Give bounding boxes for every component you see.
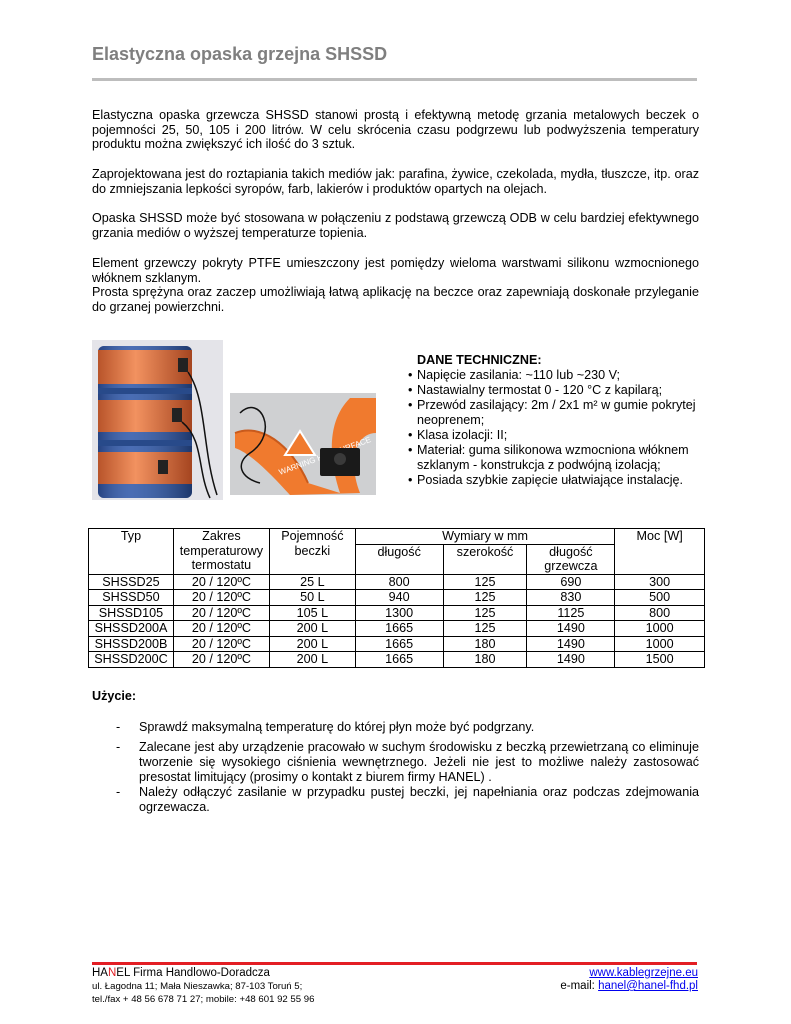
footer-divider xyxy=(92,962,697,965)
table-cell: SHSSD200B xyxy=(89,636,174,652)
brand-el: EL xyxy=(116,967,130,979)
table-cell: 1490 xyxy=(527,621,615,637)
table-cell: SHSSD50 xyxy=(89,590,174,606)
usage-item: - Należy odłączyć zasilanie w przypadku pustej beczki, jej napełniania oraz podczas zdejmowania ogrzewacza. xyxy=(92,785,699,815)
media-paragraph: Zaprojektowana jest do roztapiania takich mediów jak: parafina, żywice, czekolada, mydła, tłuszcze, itp. oraz do zmniejszania lepkości syropów, farb, lakierów i produktów opartych na olejach. xyxy=(92,167,699,196)
heater-band-photo xyxy=(230,393,376,495)
table-cell: 1300 xyxy=(355,605,443,621)
website-link[interactable]: www.kablegrzejne.eu xyxy=(589,967,698,979)
table-cell: 25 L xyxy=(269,574,355,590)
table-cell: 125 xyxy=(443,621,527,637)
table-cell: 200 L xyxy=(269,652,355,668)
page-title: Elastyczna opaska grzejna SHSSD xyxy=(92,44,388,64)
title-divider xyxy=(92,78,697,81)
spec-item: • Klasa izolacji: II; xyxy=(407,428,707,443)
table-cell: 690 xyxy=(527,574,615,590)
usage-heading: Użycie: xyxy=(92,689,137,703)
table-row xyxy=(89,574,705,590)
brand-ha: HA xyxy=(92,967,108,979)
usage-list xyxy=(92,720,699,815)
table-cell: 1500 xyxy=(615,652,705,668)
header-zakres: Zakres temperaturowy termostatu xyxy=(173,529,269,575)
footer-contact xyxy=(560,967,698,993)
table-cell: SHSSD105 xyxy=(89,605,174,621)
spec-item: • Posiada szybkie zapięcie ułatwiające instalację. xyxy=(407,473,707,488)
odb-paragraph: Opaska SHSSD może być stosowana w połączeniu z podstawą grzewczą ODB w celu bardziej efektywnego grzania mediów o wyższej temperaturze topienia. xyxy=(92,211,699,240)
table-cell: 125 xyxy=(443,574,527,590)
company-suffix: Firma Handlowo-Doradcza xyxy=(129,967,270,979)
header-dlugosc: długość xyxy=(355,544,443,574)
table-cell: 20 / 120ºC xyxy=(173,605,269,621)
header-dlugosc-grzewcza: długość grzewcza xyxy=(527,544,615,574)
product-table xyxy=(88,528,705,668)
table-cell: 125 xyxy=(443,605,527,621)
spring-paragraph: Prosta sprężyna oraz zaczep umożliwiają łatwą aplikację na beczce oraz zapewniają doskonałe przyleganie do grzanej powierzchni. xyxy=(92,285,699,314)
table-cell: 940 xyxy=(355,590,443,606)
table-cell: SHSSD200C xyxy=(89,652,174,668)
table-cell: 1125 xyxy=(527,605,615,621)
usage-item: - Zalecane jest aby urządzenie pracowało w suchym środowisku z beczką przewietrzaną co eliminuje tworzenie się wysokiego ciśnienia wewnętrznego. Jeżeli nie jest to możliwe należy zastosować presostat limitujący (prosimy o kontakt z biurem firmy HANEL) . xyxy=(92,740,699,785)
table-cell: SHSSD200A xyxy=(89,621,174,637)
technical-data-list xyxy=(407,368,707,488)
table-cell: 1665 xyxy=(355,652,443,668)
table-cell: 1665 xyxy=(355,621,443,637)
drum-heater-photo xyxy=(92,340,223,500)
header-szerokosc: szerokość xyxy=(443,544,527,574)
brand-n: N xyxy=(107,967,117,979)
table-cell: 800 xyxy=(355,574,443,590)
table-cell: 180 xyxy=(443,636,527,652)
header-pojemnosc: Pojemność beczki xyxy=(269,529,355,575)
warning-label: WARNING SURFACE xyxy=(277,435,373,477)
table-cell: 20 / 120ºC xyxy=(173,590,269,606)
table-cell: 500 xyxy=(615,590,705,606)
table-cell: 1490 xyxy=(527,636,615,652)
table-cell: 200 L xyxy=(269,621,355,637)
spec-item: • Napięcie zasilania: ~110 lub ~230 V; xyxy=(407,368,707,383)
spec-item: • Przewód zasilający: 2m / 2x1 m² w gumie pokrytej neoprenem; xyxy=(407,398,707,428)
element-paragraph: Element grzewczy pokryty PTFE umieszczony jest pomiędzy wieloma warstwami silikonu wzmocnionego włóknem szklanym. xyxy=(92,256,699,285)
table-header-row xyxy=(89,529,705,545)
intro-paragraph: Elastyczna opaska grzewcza SHSSD stanowi prostą i efektywną metodę grzania metalowych beczek o pojemności 25, 50, 105 i 200 litrów. W celu skrócenia czasu podgrzewu lub podwyższenia temperatury produktu można zwiększyć ich ilość do 3 sztuk. xyxy=(92,108,699,152)
company-address: ul. Łagodna 11; Mała Nieszawka; 87-103 Toruń 5; xyxy=(92,981,303,992)
table-cell: 105 L xyxy=(269,605,355,621)
header-moc: Moc [W] xyxy=(615,529,705,575)
header-wymiary: Wymiary w mm xyxy=(355,529,614,545)
table-cell: 300 xyxy=(615,574,705,590)
technical-data xyxy=(407,353,707,488)
company-name xyxy=(92,967,314,980)
table-row xyxy=(89,605,705,621)
table-cell: 125 xyxy=(443,590,527,606)
table-cell: 20 / 120ºC xyxy=(173,636,269,652)
spec-item: • Nastawialny termostat 0 - 120 °C z kapilarą; xyxy=(407,383,707,398)
company-phones: tel./fax + 48 56 678 71 27; mobile: +48 601 92 55 96 xyxy=(92,994,315,1005)
email-link[interactable]: hanel@hanel-fhd.pl xyxy=(598,980,698,992)
usage-item: - Sprawdź maksymalną temperaturę do której płyn może być podgrzany. xyxy=(92,720,699,735)
header-typ: Typ xyxy=(89,529,174,575)
spec-item: • Materiał: guma silikonowa wzmocniona włóknem szklanym - konstrukcja z podwójną izolacją; xyxy=(407,443,707,473)
table-cell: 180 xyxy=(443,652,527,668)
technical-data-title: DANE TECHNICZNE: xyxy=(417,353,542,367)
email-label: e-mail: xyxy=(560,980,599,992)
table-row xyxy=(89,652,705,668)
table-cell: 50 L xyxy=(269,590,355,606)
table-row xyxy=(89,621,705,637)
table-row xyxy=(89,590,705,606)
table-cell: 1000 xyxy=(615,636,705,652)
table-cell: 20 / 120ºC xyxy=(173,574,269,590)
table-cell: 1000 xyxy=(615,621,705,637)
table-cell: 1490 xyxy=(527,652,615,668)
table-cell: 200 L xyxy=(269,636,355,652)
table-row xyxy=(89,636,705,652)
table-cell: 830 xyxy=(527,590,615,606)
table-cell: SHSSD25 xyxy=(89,574,174,590)
table-cell: 800 xyxy=(615,605,705,621)
table-cell: 20 / 120ºC xyxy=(173,652,269,668)
table-cell: 1665 xyxy=(355,636,443,652)
table-cell: 20 / 120ºC xyxy=(173,621,269,637)
footer-company xyxy=(92,967,314,1006)
